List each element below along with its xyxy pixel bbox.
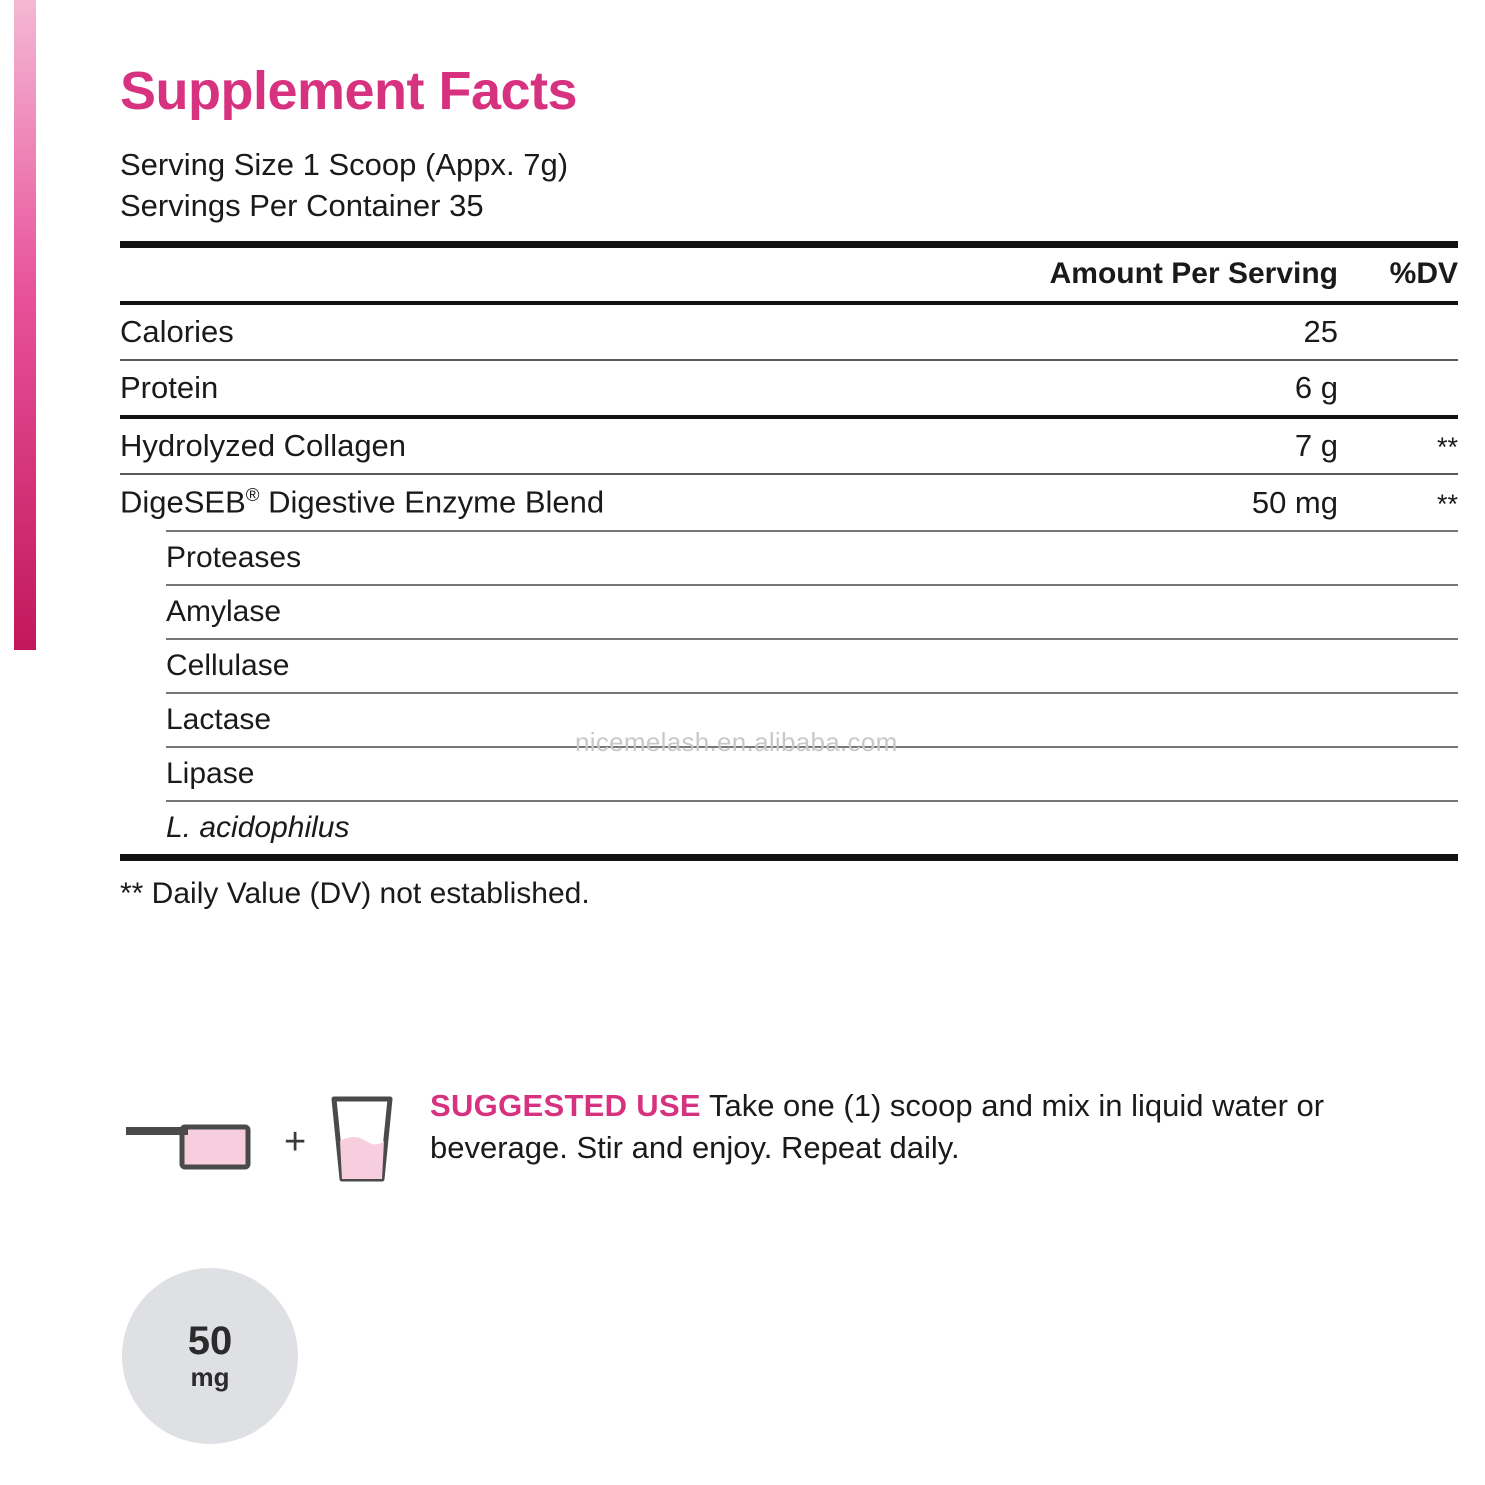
watermark: nicemelash.en.alibaba.com (575, 727, 898, 757)
row-dv-digestive-enzyme-blend: ** (1436, 488, 1458, 519)
suggested-use-block (120, 1085, 1470, 1192)
row-dv-hydrolyzed-collagen: ** (1436, 432, 1458, 463)
serving-size-line: Serving Size 1 Scoop (Appx. 7g) (120, 147, 569, 183)
serving-info (120, 145, 1460, 227)
table-row (120, 419, 1458, 473)
sub-row (166, 586, 1458, 638)
sub-row (166, 532, 1458, 584)
glass-icon (320, 1091, 404, 1192)
table-header-row (120, 248, 1458, 301)
badge-unit: mg (190, 1361, 230, 1392)
header-amount-per-serving: Amount Per Serving (1049, 257, 1338, 291)
sub-row-label-lipase: Lipase (166, 756, 255, 790)
scoop-icon (120, 1099, 270, 1184)
sub-row-label-l-acidophilus: L. acidophilus (166, 810, 350, 844)
row-amount-digestive-enzyme-blend: 50 mg (1251, 484, 1338, 520)
suggested-use-heading: SUGGESTED USE (430, 1088, 701, 1123)
footnote-daily-value: ** Daily Value (DV) not established. (120, 876, 590, 910)
table-top-rule (120, 241, 1458, 248)
row-label-digestive-enzyme-blend (120, 484, 1038, 520)
row-label-protein: Protein (120, 370, 219, 406)
page-title: Supplement Facts (120, 61, 578, 121)
sub-row-label-amylase: Amylase (166, 594, 282, 628)
header-percent-dv: %DV (1389, 257, 1458, 291)
row-amount-calories: 25 (1303, 314, 1338, 350)
suggested-use-body: Take one (1) scoop and mix in liquid water or beverage. Stir and enjoy. Repeat daily. (430, 1088, 1325, 1165)
row-label-hydrolyzed-collagen: Hydrolyzed Collagen (120, 428, 407, 464)
sub-row (166, 694, 1458, 746)
row-amount-hydrolyzed-collagen: 7 g (1294, 428, 1338, 464)
sub-row-label-lactase: Lactase (166, 702, 272, 736)
plus-icon: + (284, 1120, 307, 1163)
table-row (120, 361, 1458, 415)
row-amount-protein: 6 g (1294, 370, 1338, 406)
sub-row-label-cellulase: Cellulase (166, 648, 290, 682)
usage-icons (120, 1091, 430, 1192)
facts-content (120, 0, 1460, 911)
accent-bar (14, 0, 36, 650)
blend-brand: DigeSEB (120, 484, 246, 520)
table-bottom-rule (120, 854, 1458, 861)
table-row (120, 305, 1458, 359)
sub-row (166, 748, 1458, 800)
badge-value: 50 (187, 1318, 233, 1363)
sub-row-label-proteases: Proteases (166, 540, 302, 574)
nutrition-table (120, 241, 1458, 860)
dose-badge (122, 1268, 298, 1444)
sub-row (166, 640, 1458, 692)
blend-rest: Digestive Enzyme Blend (259, 484, 605, 520)
row-label-calories: Calories (120, 314, 234, 350)
servings-per-container-line: Servings Per Container 35 (120, 188, 484, 224)
table-row (120, 475, 1458, 529)
suggested-use-text (430, 1085, 1450, 1169)
registered-trademark-icon: ® (245, 484, 260, 506)
sub-row (166, 802, 1458, 854)
